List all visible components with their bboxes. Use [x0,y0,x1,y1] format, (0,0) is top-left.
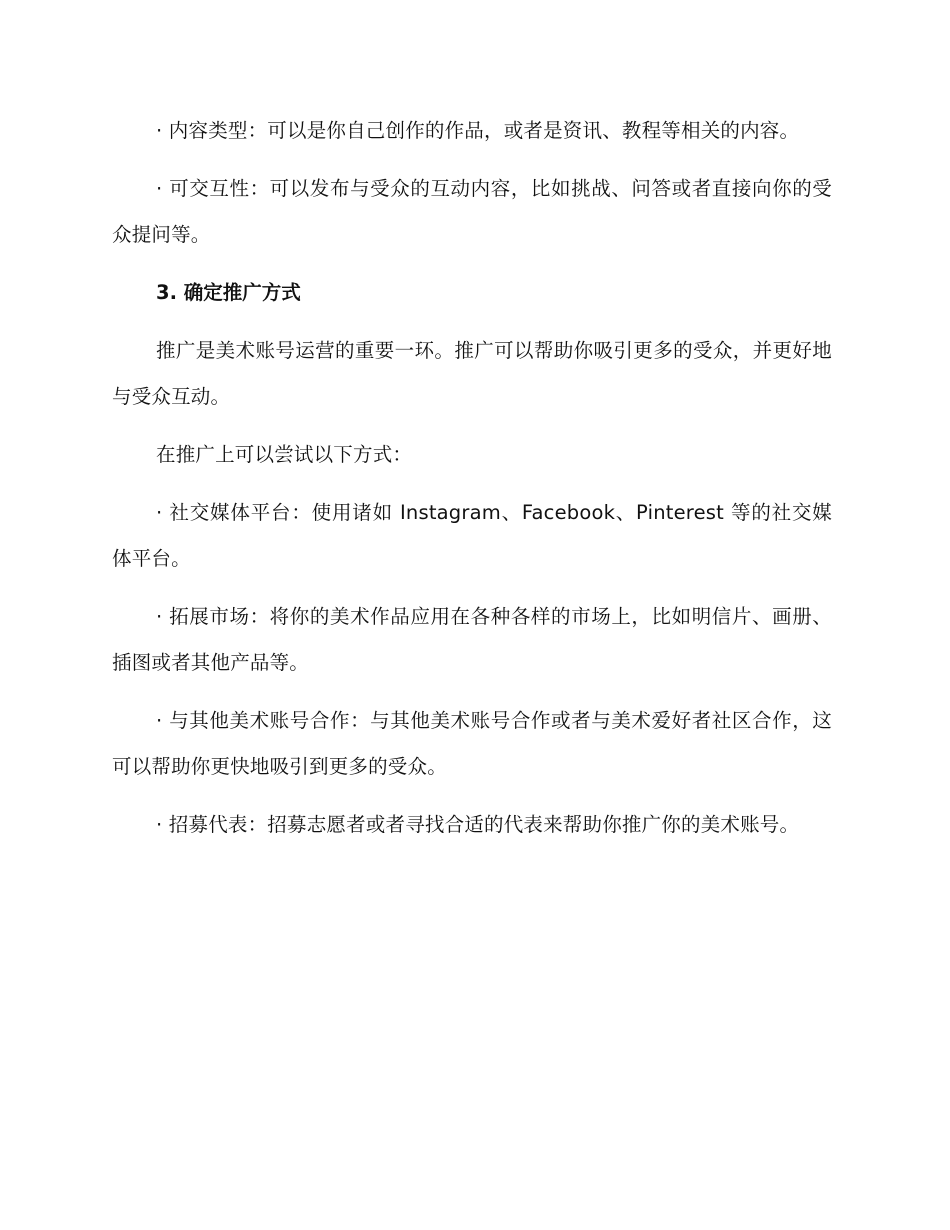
bullet-interactivity: · 可交互性：可以发布与受众的互动内容，比如挑战、问答或者直接向你的受众提问等。 [112,177,832,246]
paragraph-promotion-intro: 推广是美术账号运营的重要一环。推广可以帮助你吸引更多的受众，并更好地与受众互动。 [112,339,832,408]
bullet-recruit-representatives: · 招募代表：招募志愿者或者寻找合适的代表来帮助你推广你的美术账号。 [156,813,800,836]
document-page [112,108,832,848]
bullet-social-media: · 社交媒体平台：使用诸如 Instagram、Facebook、Pinterest 等的社交媒体平台。 [112,501,832,570]
bullet-expand-market: · 拓展市场：将你的美术作品应用在各种各样的市场上，比如明信片、画册、插图或者其他产品等。 [112,605,832,674]
paragraph-try-methods: 在推广上可以尝试以下方式： [156,443,413,466]
bullet-collaboration: · 与其他美术账号合作：与其他美术账号合作或者与美术爱好者社区合作，这可以帮助你更快地吸引到更多的受众。 [112,709,832,778]
bullet-content-type: · 内容类型：可以是你自己创作的作品，或者是资讯、教程等相关的内容。 [156,119,800,142]
section-heading: 3. 确定推广方式 [156,281,301,304]
